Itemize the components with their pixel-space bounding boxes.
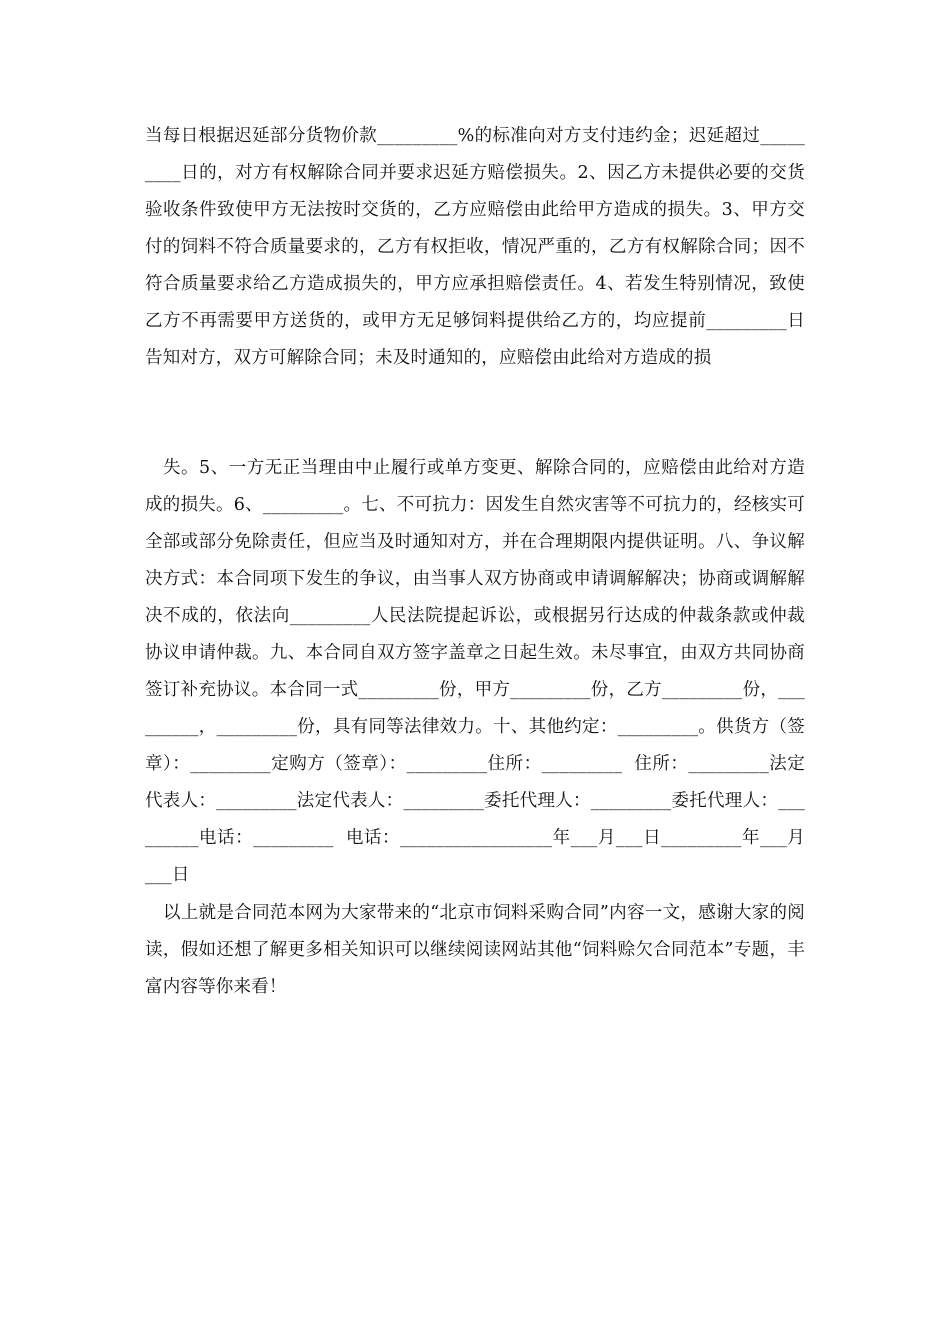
closing-paragraph: 以上就是合同范本网为大家带来的“北京市饲料采购合同”内容一文，感谢大家的阅读，假如还想了解更多相关知识可以继续阅读网站其他“饲料赊欠合同范本”专题，丰富内容等你来看！ (145, 903, 805, 997)
contract-paragraph-terms: 失。5、一方无正当理由中止履行或单方变更、解除合同的，应赔偿由此给对方造成的损失。6、_________。七、不可抗力：因发生自然灾害等不可抗力的，经核实可全部或部分免除责任，但应当及时通知对方，并在合理期限内提供证明。八、争议解决方式：本合同项下发生的争议，由当事人双方协商或申请调解解决；协商或调解解决不成的，依法向_________人民法院提起诉讼，或根据另行达成的仲裁条款或仲裁协议申请仲裁。九、本合同自双方签字盖章之日起生效。未尽事宜，由双方共同协商签订补充协议。本合同一式_________份，甲方_________份，乙方_________份，_________，_________份，具有同等法律效力。十、其他约定：_________。供货方（签章）：_________定购方（签章）：_________住所：_________ 住所：_________法定代表人：_________法定代表人：_________委托代理人：_________委托代理人：_________电话：_________ 电话：_________________年___月___日_________年___月___日 (145, 458, 805, 885)
contract-paragraph-liability: 当每日根据迟延部分货物价款_________%的标准向对方支付违约金；迟延超过_________日的，对方有权解除合同并要求迟延方赔偿损失。2、因乙方未提供必要的交货验收条件致使甲方无法按时交货的，乙方应赔偿由此给甲方造成的损失。3、甲方交付的饲料不符合质量要求的，乙方有权拒收，情况严重的，乙方有权解除合同；因不符合质量要求给乙方造成损失的，甲方应承担赔偿责任。4、若发生特别情况，致使乙方不再需要甲方送货的，或甲方无足够饲料提供给乙方的，均应提前_________日告知对方，双方可解除合同；未及时通知的，应赔偿由此给对方造成的损 (145, 126, 805, 368)
